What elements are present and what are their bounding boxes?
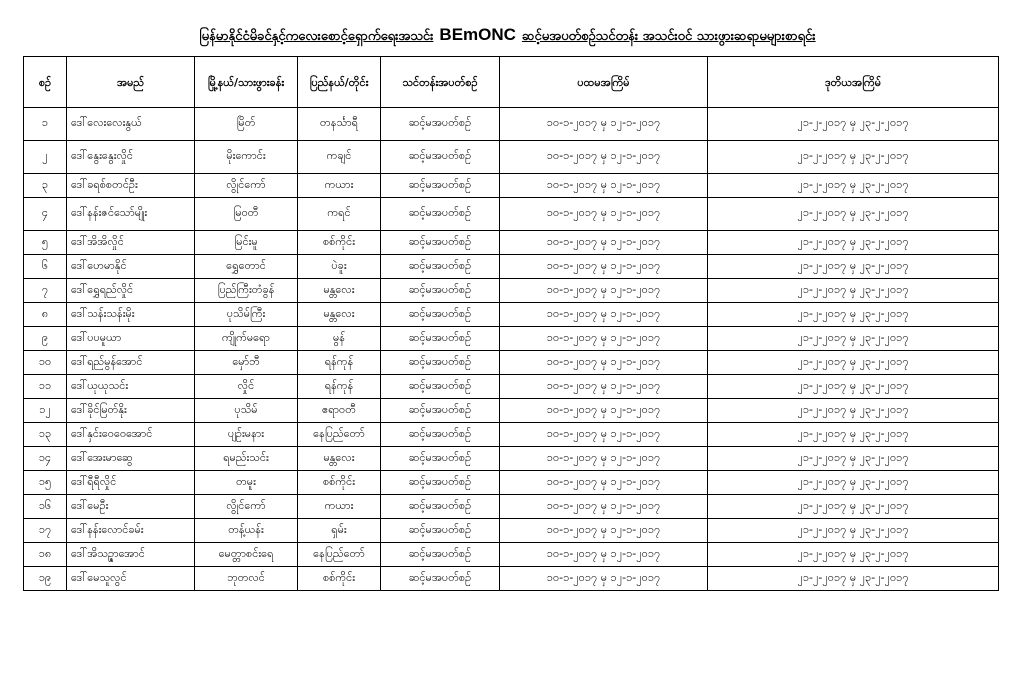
cell-batch2: ၂၁-၂-၂၀၁၇ မှ ၂၃-၂-၂၀၁၇: [708, 255, 999, 279]
cell-township: ရမည်းသင်း: [195, 447, 298, 471]
cell-no: ၉: [24, 327, 67, 351]
cell-course: ဆင့်မအပတ်စဉ်: [381, 108, 500, 141]
cell-batch1: ၁၀-၁-၂၀၁၇ မှ ၁၂-၁-၂၀၁၇: [500, 198, 708, 231]
roster-table: [23, 56, 999, 591]
cell-township: လွိုင်ကော်: [195, 495, 298, 519]
header-region: ပြည်နယ်/တိုင်း: [298, 57, 381, 108]
cell-township: မြင်းမူ: [195, 231, 298, 255]
header-no: စဉ်: [24, 57, 67, 108]
cell-no: ၁၉: [24, 567, 67, 591]
cell-name: ဒေါ်ခရစ်စတင်ဦး: [67, 174, 195, 198]
cell-batch2: ၂၁-၂-၂၀၁၇ မှ ၂၃-၂-၂၀၁၇: [708, 399, 999, 423]
cell-batch2: ၂၁-၂-၂၀၁၇ မှ ၂၃-၂-၂၀၁၇: [708, 567, 999, 591]
cell-name: ဒေါ်သန်းသန်းမိုး: [67, 303, 195, 327]
cell-region: ကယား: [298, 495, 381, 519]
cell-region: စစ်ကိုင်း: [298, 471, 381, 495]
table-row: [24, 198, 999, 231]
cell-region: မွန်: [298, 327, 381, 351]
cell-batch1: ၁၀-၁-၂၀၁၇ မှ ၁၂-၁-၂၀၁၇: [500, 543, 708, 567]
cell-course: ဆင့်မအပတ်စဉ်: [381, 567, 500, 591]
cell-course: ဆင့်မအပတ်စဉ်: [381, 543, 500, 567]
cell-batch2: ၂၁-၂-၂၀၁၇ မှ ၂၃-၂-၂၀၁၇: [708, 447, 999, 471]
cell-region: မန္တလေး: [298, 303, 381, 327]
header-batch2: ဒုတိယအကြိမ်: [708, 57, 999, 108]
table-row: [24, 141, 999, 174]
cell-batch1: ၁၀-၁-၂၀၁၇ မှ ၁၂-၁-၂၀၁၇: [500, 303, 708, 327]
cell-course: ဆင့်မအပတ်စဉ်: [381, 375, 500, 399]
title-suffix: ဆင့်မအပတ်စဉ်သင်တန်း အသင်းဝင် သားဖွားဆရာမများစာရင်း: [521, 29, 816, 44]
table-row: [24, 327, 999, 351]
cell-township: တန့်ယန်း: [195, 519, 298, 543]
document-title: [0, 26, 1015, 46]
table-row: [24, 303, 999, 327]
table-row: [24, 108, 999, 141]
cell-course: ဆင့်မအပတ်စဉ်: [381, 495, 500, 519]
cell-batch1: ၁၀-၁-၂၀၁၇ မှ ၁၂-၁-၂၀၁၇: [500, 174, 708, 198]
cell-no: ၃: [24, 174, 67, 198]
cell-township: ပုသိမ်: [195, 399, 298, 423]
cell-batch1: ၁၀-၁-၂၀၁၇ မှ ၁၂-၁-၂၀၁၇: [500, 351, 708, 375]
cell-region: မန္တလေး: [298, 447, 381, 471]
cell-name: ဒေါ်မေသူလွင်: [67, 567, 195, 591]
cell-no: ၁၄: [24, 447, 67, 471]
cell-region: နေပြည်တော်: [298, 543, 381, 567]
cell-region: နေပြည်တော်: [298, 423, 381, 447]
cell-name: ဒေါ်ရီရီလှိုင်: [67, 471, 195, 495]
cell-batch2: ၂၁-၂-၂၀၁၇ မှ ၂၃-၂-၂၀၁၇: [708, 231, 999, 255]
cell-course: ဆင့်မအပတ်စဉ်: [381, 198, 500, 231]
cell-name: ဒေါ်နွေးနွေးလှိုင်: [67, 141, 195, 174]
table-body: [24, 108, 999, 591]
title-prefix: မြန်မာနိုင်ငံမိခင်နှင့်ကလေးစောင့်ရှောက်ရေးအသင်း: [199, 29, 434, 44]
table-row: [24, 471, 999, 495]
cell-name: ဒေါ်ပပမူယာ: [67, 327, 195, 351]
cell-no: ၆: [24, 255, 67, 279]
cell-township: မိုးကောင်း: [195, 141, 298, 174]
cell-course: ဆင့်မအပတ်စဉ်: [381, 423, 500, 447]
table-row: [24, 495, 999, 519]
cell-name: ဒေါ်ယုယုသင်း: [67, 375, 195, 399]
cell-batch1: ၁၀-၁-၂၀၁၇ မှ ၁၂-၁-၂၀၁၇: [500, 471, 708, 495]
cell-region: ကချင်: [298, 141, 381, 174]
cell-batch2: ၂၁-၂-၂၀၁၇ မှ ၂၃-၂-၂၀၁၇: [708, 519, 999, 543]
cell-region: စစ်ကိုင်း: [298, 231, 381, 255]
cell-no: ၂: [24, 141, 67, 174]
table-row: [24, 399, 999, 423]
cell-name: ဒေါ်ဟေမာနိုင်: [67, 255, 195, 279]
cell-batch2: ၂၁-၂-၂၀၁၇ မှ ၂၃-၂-၂၀၁၇: [708, 198, 999, 231]
cell-region: ပဲခူး: [298, 255, 381, 279]
cell-course: ဆင့်မအပတ်စဉ်: [381, 399, 500, 423]
cell-no: ၈: [24, 303, 67, 327]
cell-name: ဒေါ်အိအိလှိုင်: [67, 231, 195, 255]
cell-batch1: ၁၀-၁-၂၀၁၇ မှ ၁၂-၁-၂၀၁၇: [500, 399, 708, 423]
table-row: [24, 255, 999, 279]
cell-name: ဒေါ်မေဦး: [67, 495, 195, 519]
cell-batch1: ၁၀-၁-၂၀၁၇ မှ ၁၂-၁-၂၀၁၇: [500, 141, 708, 174]
cell-course: ဆင့်မအပတ်စဉ်: [381, 141, 500, 174]
table-row: [24, 543, 999, 567]
cell-batch1: ၁၀-၁-၂၀၁၇ မှ ၁၂-၁-၂၀၁၇: [500, 108, 708, 141]
cell-batch1: ၁၀-၁-၂၀၁၇ မှ ၁၂-၁-၂၀၁၇: [500, 447, 708, 471]
header-name: အမည်: [67, 57, 195, 108]
cell-name: ဒေါ်နန်းလောင်ခမ်း: [67, 519, 195, 543]
cell-course: ဆင့်မအပတ်စဉ်: [381, 351, 500, 375]
cell-name: ဒေါ်ခိုင်မြတ်နိုး: [67, 399, 195, 423]
table-row: [24, 231, 999, 255]
cell-batch2: ၂၁-၂-၂၀၁၇ မှ ၂၃-၂-၂၀၁၇: [708, 495, 999, 519]
cell-batch1: ၁၀-၁-၂၀၁၇ မှ ၁၂-၁-၂၀၁၇: [500, 327, 708, 351]
cell-batch1: ၁၀-၁-၂၀၁၇ မှ ၁၂-၁-၂၀၁၇: [500, 231, 708, 255]
cell-name: ဒေါ်အိသဉ္ဇာအောင်: [67, 543, 195, 567]
cell-region: ရန်ကုန်: [298, 375, 381, 399]
cell-no: ၁၇: [24, 519, 67, 543]
table-row: [24, 423, 999, 447]
cell-batch1: ၁၀-၁-၂၀၁၇ မှ ၁၂-၁-၂၀၁၇: [500, 495, 708, 519]
cell-township: လှိုင်: [195, 375, 298, 399]
cell-name: ဒေါ်နန်းဇင်သော်မျိုး: [67, 198, 195, 231]
cell-no: ၇: [24, 279, 67, 303]
cell-township: တမူး: [195, 471, 298, 495]
header-township: မြို့နယ်/သားဖွားခန်း: [195, 57, 298, 108]
cell-batch1: ၁၀-၁-၂၀၁၇ မှ ၁၂-၁-၂၀၁၇: [500, 567, 708, 591]
cell-course: ဆင့်မအပတ်စဉ်: [381, 279, 500, 303]
table-row: [24, 279, 999, 303]
table-row: [24, 519, 999, 543]
cell-course: ဆင့်မအပတ်စဉ်: [381, 174, 500, 198]
cell-batch1: ၁၀-၁-၂၀၁၇ မှ ၁၂-၁-၂၀၁၇: [500, 519, 708, 543]
cell-township: ပျဉ်းမနား: [195, 423, 298, 447]
cell-township: ရွှေတောင်: [195, 255, 298, 279]
cell-course: ဆင့်မအပတ်စဉ်: [381, 255, 500, 279]
cell-batch2: ၂၁-၂-၂၀၁၇ မှ ၂၃-၂-၂၀၁၇: [708, 327, 999, 351]
cell-name: ဒေါ်ရွှေရည်လှိုင်: [67, 279, 195, 303]
cell-name: ဒေါ်နှင်းဝေဝေအောင်: [67, 423, 195, 447]
cell-no: ၁၃: [24, 423, 67, 447]
cell-no: ၁၀: [24, 351, 67, 375]
cell-township: ကျိုက်မရော: [195, 327, 298, 351]
table-row: [24, 174, 999, 198]
cell-name: ဒေါ်လေးလေးနွယ်: [67, 108, 195, 141]
cell-batch2: ၂၁-၂-၂၀၁၇ မှ ၂၃-၂-၂၀၁၇: [708, 108, 999, 141]
cell-course: ဆင့်မအပတ်စဉ်: [381, 519, 500, 543]
header-batch1: ပထမအကြိမ်: [500, 57, 708, 108]
cell-batch1: ၁၀-၁-၂၀၁၇ မှ ၁၂-၁-၂၀၁၇: [500, 279, 708, 303]
cell-region: ရန်ကုန်: [298, 351, 381, 375]
cell-batch2: ၂၁-၂-၂၀၁၇ မှ ၂၃-၂-၂၀၁၇: [708, 303, 999, 327]
cell-region: ကယား: [298, 174, 381, 198]
cell-course: ဆင့်မအပတ်စဉ်: [381, 231, 500, 255]
cell-name: ဒေါ်အေးမာဆွေ: [67, 447, 195, 471]
cell-no: ၁၈: [24, 543, 67, 567]
cell-township: ပုသိမ်ကြီး: [195, 303, 298, 327]
cell-township: မြဝတီ: [195, 198, 298, 231]
cell-no: ၁၁: [24, 375, 67, 399]
cell-township: မှော်ဘီ: [195, 351, 298, 375]
cell-batch2: ၂၁-၂-၂၀၁၇ မှ ၂၃-၂-၂၀၁၇: [708, 471, 999, 495]
header-course: သင်တန်းအပတ်စဉ်: [381, 57, 500, 108]
cell-batch2: ၂၁-၂-၂၀၁၇ မှ ၂၃-၂-၂၀၁၇: [708, 543, 999, 567]
cell-batch2: ၂၁-၂-၂၀၁၇ မှ ၂၃-၂-၂၀၁၇: [708, 423, 999, 447]
table-row: [24, 375, 999, 399]
cell-township: ဘုတလင်: [195, 567, 298, 591]
cell-region: ရှမ်း: [298, 519, 381, 543]
cell-course: ဆင့်မအပတ်စဉ်: [381, 303, 500, 327]
cell-name: ဒေါ်ရည်မွန်အောင်: [67, 351, 195, 375]
cell-no: ၅: [24, 231, 67, 255]
table-header-row: [24, 57, 999, 108]
cell-township: မေတ္တာစင်းရေ: [195, 543, 298, 567]
table-row: [24, 567, 999, 591]
cell-batch1: ၁၀-၁-၂၀၁၇ မှ ၁၂-၁-၂၀၁၇: [500, 255, 708, 279]
cell-region: ကရင်: [298, 198, 381, 231]
cell-course: ဆင့်မအပတ်စဉ်: [381, 327, 500, 351]
cell-no: ၄: [24, 198, 67, 231]
cell-no: ၁၅: [24, 471, 67, 495]
table-row: [24, 351, 999, 375]
cell-batch2: ၂၁-၂-၂၀၁၇ မှ ၂၃-၂-၂၀၁၇: [708, 279, 999, 303]
cell-township: မြိတ်: [195, 108, 298, 141]
cell-region: တနင်္သာရီ: [298, 108, 381, 141]
cell-township: လွိုင်ကော်: [195, 174, 298, 198]
cell-batch2: ၂၁-၂-၂၀၁၇ မှ ၂၃-၂-၂၀၁၇: [708, 351, 999, 375]
title-brand: BEmONC: [439, 25, 516, 44]
cell-township: ပြည်ကြီးတံခွန်: [195, 279, 298, 303]
cell-batch2: ၂၁-၂-၂၀၁၇ မှ ၂၃-၂-၂၀၁၇: [708, 141, 999, 174]
table-row: [24, 447, 999, 471]
cell-no: ၁၆: [24, 495, 67, 519]
cell-batch2: ၂၁-၂-၂၀၁၇ မှ ၂၃-၂-၂၀၁၇: [708, 375, 999, 399]
cell-batch2: ၂၁-၂-၂၀၁၇ မှ ၂၃-၂-၂၀၁၇: [708, 174, 999, 198]
cell-batch1: ၁၀-၁-၂၀၁၇ မှ ၁၂-၁-၂၀၁၇: [500, 423, 708, 447]
cell-no: ၁၂: [24, 399, 67, 423]
cell-region: မန္တလေး: [298, 279, 381, 303]
cell-batch1: ၁၀-၁-၂၀၁၇ မှ ၁၂-၁-၂၀၁၇: [500, 375, 708, 399]
cell-course: ဆင့်မအပတ်စဉ်: [381, 471, 500, 495]
cell-course: ဆင့်မအပတ်စဉ်: [381, 447, 500, 471]
cell-region: စစ်ကိုင်း: [298, 567, 381, 591]
cell-region: ဧရာဝတီ: [298, 399, 381, 423]
cell-no: ၁: [24, 108, 67, 141]
